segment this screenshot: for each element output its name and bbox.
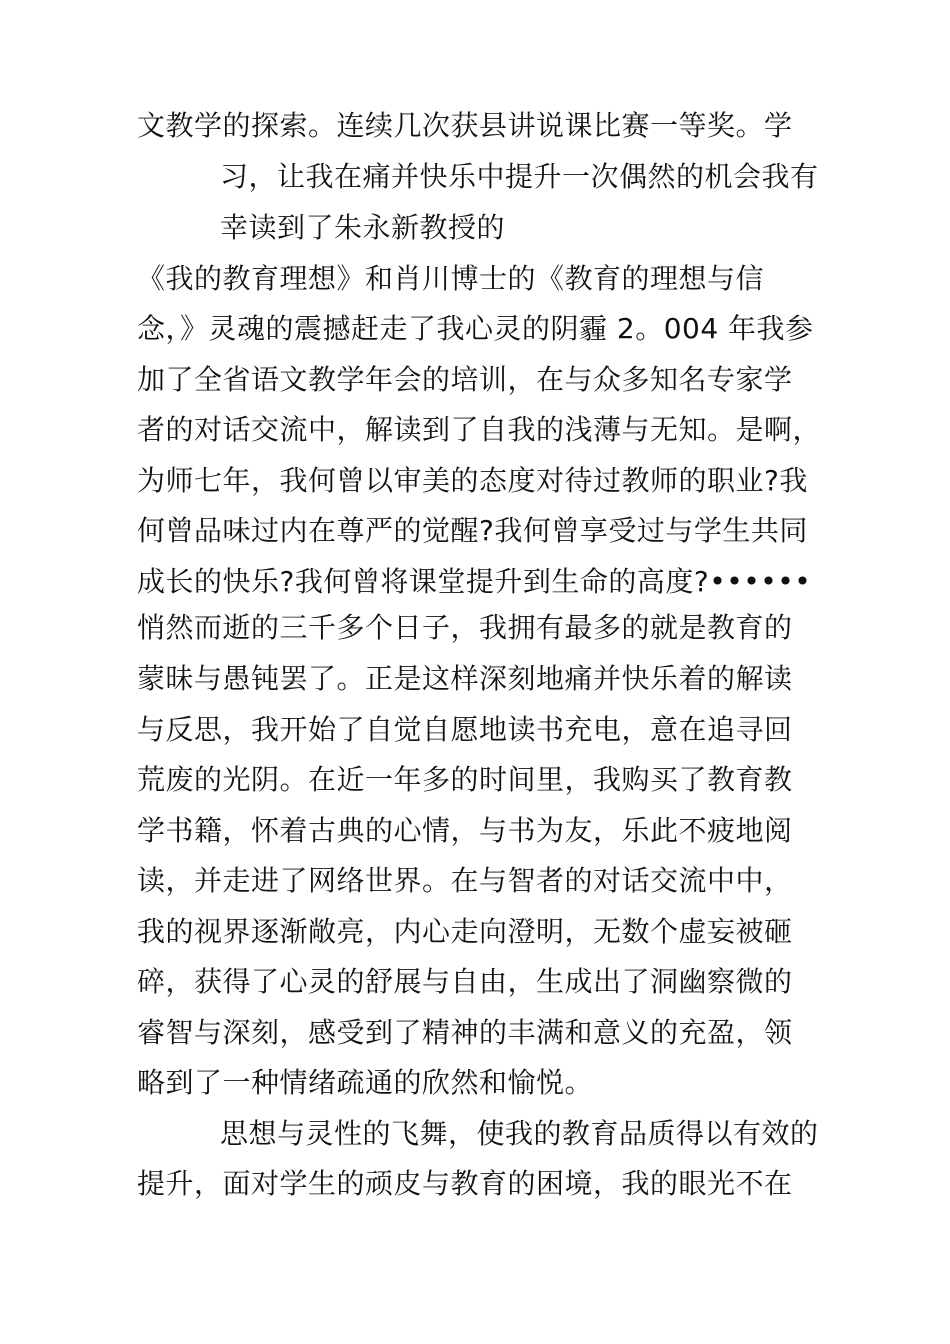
text-line: 睿智与深刻，感受到了精神的丰满和意义的充盈，领 bbox=[137, 1016, 793, 1049]
text-line: 荒废的光阴。在近一年多的时间里，我购买了教育教 bbox=[137, 763, 793, 796]
text-line: 《我的教育理想》和肖川博士的《教育的理想与信 bbox=[137, 262, 765, 295]
text-line: 为师七年，我何曾以审美的态度对待过教师的职业?我 bbox=[137, 464, 808, 497]
text-line: 读，并走进了网络世界。在与智者的对话交流中中， bbox=[137, 864, 793, 897]
text-line: 学书籍，怀着古典的心情，与书为友，乐此不疲地阅 bbox=[137, 814, 793, 847]
text-line: 碎，获得了心灵的舒展与自由，生成出了洞幽察微的 bbox=[137, 965, 793, 998]
text-line: 悄然而逝的三千多个日子，我拥有最多的就是教育的 bbox=[137, 611, 793, 644]
text-line: 思想与灵性的飞舞，使我的教育品质得以有效的 bbox=[220, 1117, 819, 1150]
text-line: 何曾品味过内在尊严的觉醒?我何曾享受过与学生共同 bbox=[137, 514, 808, 547]
text-line: 我的视界逐渐敞亮，内心走向澄明，无数个虚妄被砸 bbox=[137, 915, 793, 948]
text-line: 略到了一种情绪疏通的欣然和愉悦。 bbox=[137, 1066, 594, 1099]
text-line: 提升，面对学生的顽皮与教育的困境，我的眼光不在 bbox=[137, 1167, 793, 1200]
text-line: 蒙昧与愚钝罢了。正是这样深刻地痛并快乐着的解读 bbox=[137, 662, 793, 695]
text-line: 成长的快乐?我何曾将课堂提升到生命的高度?•••••• bbox=[137, 565, 812, 598]
text-line: 念，》灵魂的震撼赶走了我心灵的阴霾 2。004 年我参 bbox=[137, 312, 814, 345]
text-line: 者的对话交流中，解读到了自我的浅薄与无知。是啊， bbox=[137, 413, 822, 446]
text-line: 幸读到了朱永新教授的 bbox=[220, 211, 506, 244]
text-line: 习，让我在痛并快乐中提升一次偶然的机会我有 bbox=[220, 160, 819, 193]
text-line: 加了全省语文教学年会的培训，在与众多知名专家学 bbox=[137, 363, 793, 396]
text-line: 文教学的探索。连续几次获县讲说课比赛一等奖。学 bbox=[137, 109, 793, 142]
text-line: 与反思，我开始了自觉自愿地读书充电，意在追寻回 bbox=[137, 713, 793, 746]
